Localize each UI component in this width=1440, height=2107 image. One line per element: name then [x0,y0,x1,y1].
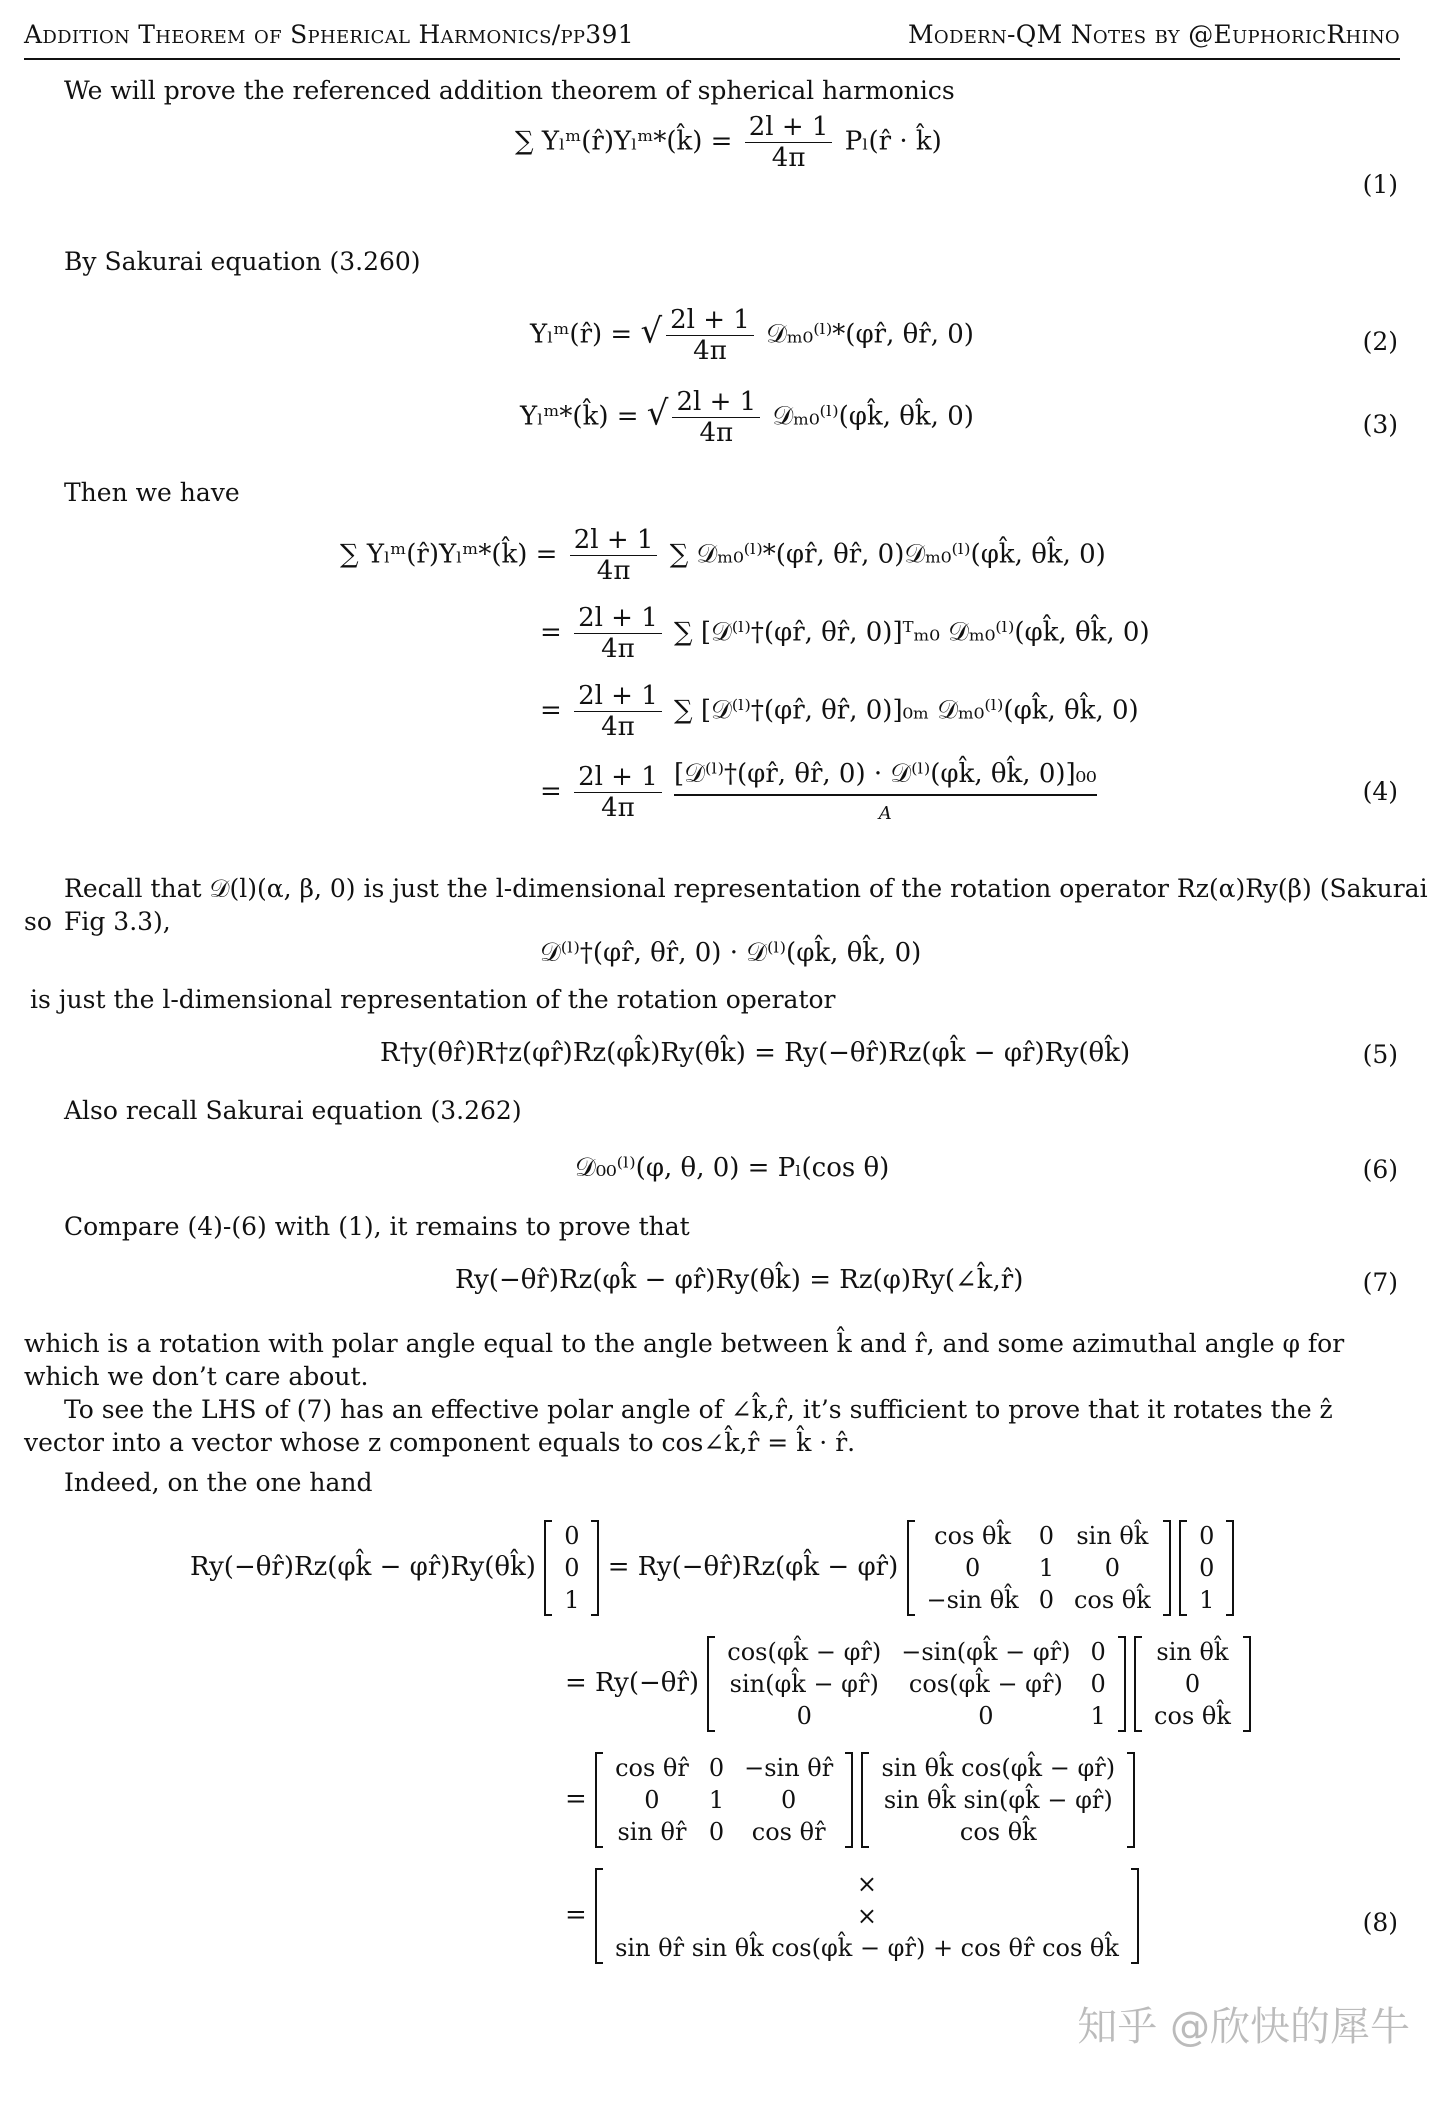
equation-5: R†y(θr̂)R†z(φr̂)Rz(φk̂)Ry(θk̂) = Ry(−θr̂)Rz(φk̂ − φr̂)Ry(θk̂) [380,1038,1131,1068]
equation-8-line-2: = Ry(−θr̂) cos(φk̂ − φr̂) −sin(φk̂ − φr̂) 0 sin(φk̂ − φr̂) cos(φk̂ − φr̂) 0 0 0 1 sin θk̂ 0 cos θk̂ [565,1636,1251,1732]
eq-number-2: (2) [1362,327,1398,356]
equation-product-d: 𝒟⁽ˡ⁾†(φr̂, θr̂, 0) · 𝒟⁽ˡ⁾(φk̂, θk̂, 0) [540,938,922,968]
eq3-fraction: $\frac{2l + 1}{4\pi}$ [672,387,760,448]
eq-number-7: (7) [1362,1268,1398,1297]
eq1-fraction: $\frac{2l + 1}{4\pi}$ [745,112,833,173]
equation-8-line-4: = × × sin θr̂ sin θk̂ cos(φk̂ − φr̂) + cos θr̂ cos θk̂ [565,1868,1139,1964]
eq4-bracketed-product: [𝒟⁽ˡ⁾†(φr̂, θr̂, 0) · 𝒟⁽ˡ⁾(φk̂, θk̂, 0)]₀₀ [674,759,1096,796]
paragraph-effective-angle: To see the LHS of (7) has an effective polar angle of ∠k̂,r̂, it’s sufficient to prove that it rotates the ẑ vector into a vector whose z component equals to cos∠k̂,r̂ = k̂ · r̂. [24,1395,1333,1457]
paragraph-polar-angle: which is a rotation with polar angle equal to the angle between k̂ and r̂, and some azimuthal angle φ for which we don’t care about. [24,1329,1345,1391]
equation-3: Yₗᵐ*(k̂) = √ $\frac{2l + 1}{4\pi}$ 𝒟ₘ₀⁽ˡ⁾(φk̂, θk̂, 0) [520,387,974,448]
equation-1 [515,112,942,173]
equation-4-line-3: = $\frac{2l + 1}{4\pi}$ ∑ [𝒟⁽ˡ⁾†(φr̂, θr̂, 0)]₀ₘ 𝒟ₘ₀⁽ˡ⁾(φk̂, θk̂, 0) [540,681,1139,742]
eq-number-3: (3) [1362,410,1398,439]
eq-number-4: (4) [1362,777,1398,806]
eq1-rhs: Pₗ(r̂ · k̂) [844,126,942,157]
equation-2: Yₗᵐ(r̂) = √ $\frac{2l + 1}{4\pi}$ 𝒟ₘ₀⁽ˡ⁾*(φr̂, θr̂, 0) [530,305,974,366]
unit-z-vector: 0 0 1 [544,1520,599,1616]
equation-8-line-1: Ry(−θr̂)Rz(φk̂ − φr̂)Ry(θk̂) 0 0 1 = Ry(−θr̂)Rz(φk̂ − φr̂) cos θk̂ 0 sin θk̂ 0 1 0 −sin θk̂ 0 cos θk̂ 0 0 1 [190,1520,1234,1616]
equation-4-line-2: = $\frac{2l + 1}{4\pi}$ ∑ [𝒟⁽ˡ⁾†(φr̂, θr̂, 0)]ᵀₘ₀ 𝒟ₘ₀⁽ˡ⁾(φk̂, θk̂, 0) [540,603,1150,664]
equation-4-line-1: ∑ Yₗᵐ(r̂)Yₗᵐ*(k̂) = $\frac{2l + 1}{4\pi}$ ∑ 𝒟ₘ₀⁽ˡ⁾*(φr̂, θr̂, 0)𝒟ₘ₀⁽ˡ⁾(φk̂, θk̂, 0) [340,525,1106,586]
paragraph-recall-rotation: Recall that 𝒟(l)(α, β, 0) is just the l-dimensional representation of the rotation operator Rz(α)Ry(β) (Sakurai Fig 3.3), [64,874,1428,936]
ry-matrix-k: cos θk̂ 0 sin θk̂ 0 1 0 −sin θk̂ 0 cos θk̂ [907,1520,1171,1616]
header-title: Addition Theorem of Spherical Harmonics/pp391 [24,20,634,49]
paragraph-intro: We will prove the referenced addition theorem of spherical harmonics [64,76,955,105]
paragraph-indeed: Indeed, on the one hand [64,1468,373,1497]
ry-matrix-r: cos θr̂ 0 −sin θr̂ 0 1 0 sin θr̂ 0 cos θr̂ [595,1752,853,1848]
equation-8-line-3: = cos θr̂ 0 −sin θr̂ 0 1 0 sin θr̂ 0 cos θr̂ sin θk̂ cos(φk̂ − φr̂) sin θk̂ sin(φk̂ − φr̂) cos θk̂ [565,1752,1135,1848]
eq-number-6: (6) [1362,1155,1398,1184]
eq1-lhs: ∑ Yₗᵐ(r̂)Yₗᵐ*(k̂) = [515,126,733,157]
eq4-brace-label: A [878,803,892,824]
page-header [24,18,1400,60]
eq-number-5: (5) [1362,1040,1398,1069]
paragraph-sakurai-3262: Also recall Sakurai equation (3.262) [64,1096,522,1125]
eq2-fraction: $\frac{2l + 1}{4\pi}$ [666,305,754,366]
result-vector: × × sin θr̂ sin θk̂ cos(φk̂ − φr̂) + cos θr̂ cos θk̂ [595,1868,1139,1964]
header-author: Modern-QM Notes by @EuphoricRhino [908,20,1400,49]
paragraph-compare: Compare (4)-(6) with (1), it remains to prove that [64,1212,690,1241]
paragraph-then-we-have: Then we have [64,478,240,507]
watermark: 知乎 @欣快的犀牛 [1077,2004,1410,2050]
eq-number-1: (1) [1362,170,1398,199]
rz-matrix: cos(φk̂ − φr̂) −sin(φk̂ − φr̂) 0 sin(φk̂ − φr̂) cos(φk̂ − φr̂) 0 0 0 1 [707,1636,1126,1732]
equation-6: 𝒟₀₀⁽ˡ⁾(φ, θ, 0) = Pₗ(cos θ) [575,1153,890,1183]
paragraph-sakurai-3260: By Sakurai equation (3.260) [64,247,421,276]
equation-4-line-4: = $\frac{2l + 1}{4\pi}$ [𝒟⁽ˡ⁾†(φr̂, θr̂, 0) · 𝒟⁽ˡ⁾(φk̂, θk̂, 0)]₀₀ A [540,759,1097,824]
eq-number-8: (8) [1362,1908,1398,1937]
equation-7: Ry(−θr̂)Rz(φk̂ − φr̂)Ry(θk̂) = Rz(φ)Ry(∠k̂,r̂) [455,1265,1024,1295]
vector-k: sin θk̂ 0 cos θk̂ [1134,1636,1251,1732]
paragraph-rotation-operator: is just the l-dimensional representation of the rotation operator [30,985,836,1014]
unit-z-vector-2: 0 0 1 [1179,1520,1234,1616]
paragraph-so: so [24,907,52,936]
vector-rotated-k: sin θk̂ cos(φk̂ − φr̂) sin θk̂ sin(φk̂ − φr̂) cos θk̂ [861,1752,1135,1848]
